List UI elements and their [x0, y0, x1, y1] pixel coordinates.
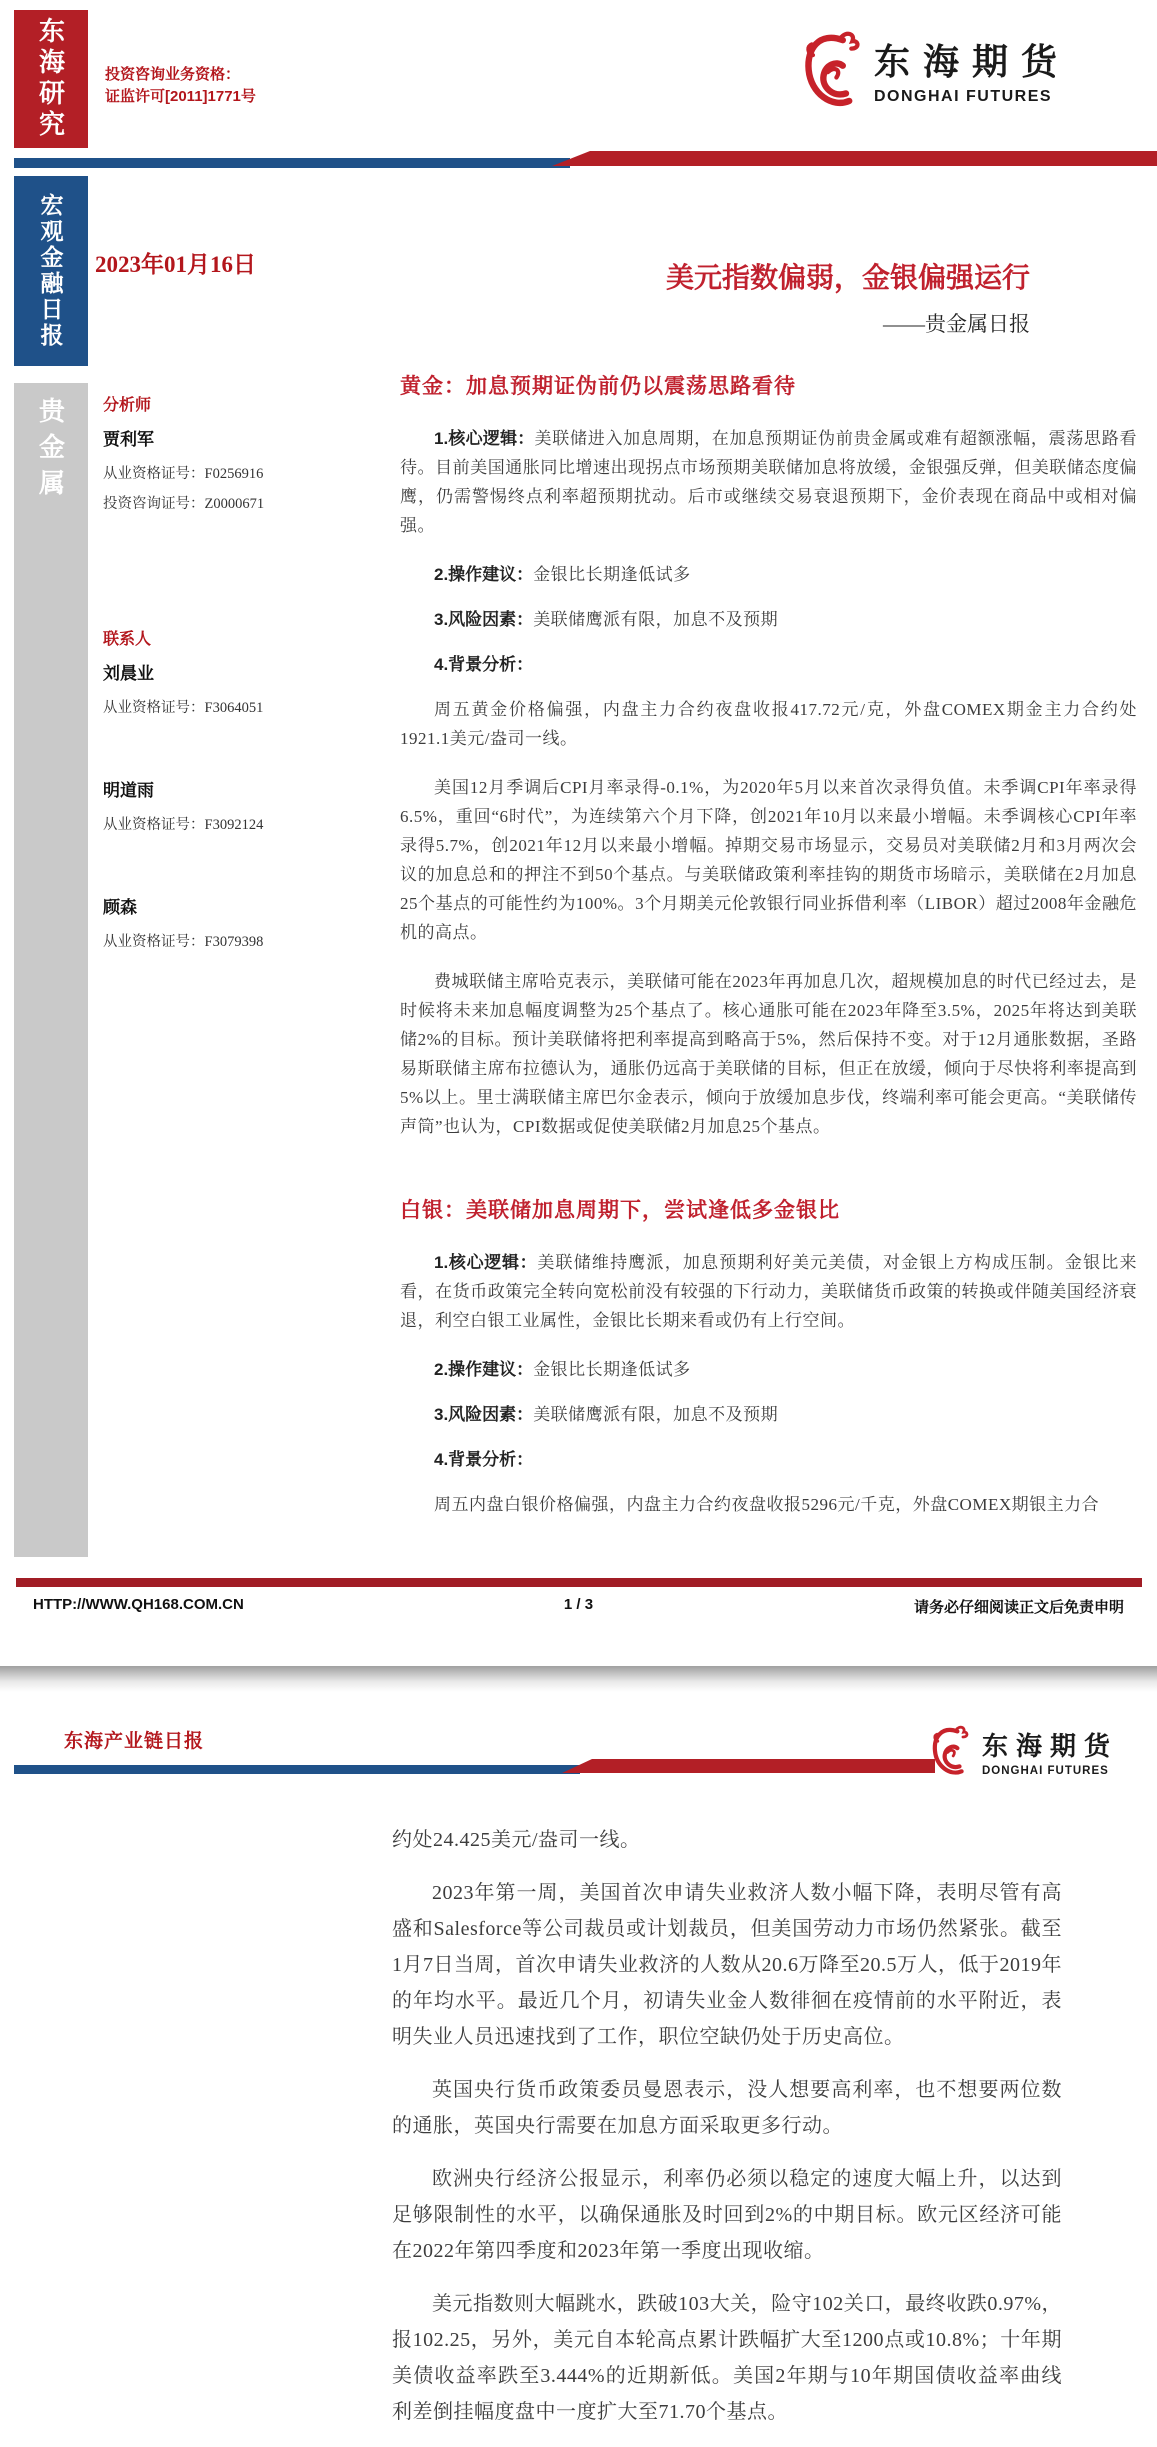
- footer-disclaimer: 请务必仔细阅读正文后免责申明: [913, 1599, 1124, 1616]
- analyst-label: 分析师: [103, 397, 152, 414]
- section-heading-silver: 白银：美联储加息周期下，尝试逢低多金银比: [400, 1199, 840, 1222]
- contact-cert: 从业资格证号：F3092124: [103, 817, 264, 833]
- page2-header-rule-blue: [14, 1765, 580, 1774]
- license-line1: 投资咨询业务资格：: [105, 66, 241, 83]
- sidebar-report-label: 宏观金融日报: [37, 193, 64, 349]
- paragraph: 3.风险因素：美联储鹰派有限，加息不及预期: [434, 610, 779, 629]
- paragraph: [400, 650, 1137, 679]
- paragraph-lead: 1.核心逻辑：: [434, 429, 535, 448]
- company-logo: [798, 24, 1070, 116]
- license-line2: 证监许可[2011]1771号: [105, 88, 256, 105]
- sidebar-category-label: 贵金属: [35, 397, 66, 505]
- report-body: [400, 372, 1137, 1539]
- header-rule-blue: [14, 158, 570, 168]
- page2-body: [392, 1822, 1062, 2447]
- page2-header-title: 东海产业链日报: [64, 1731, 205, 1752]
- footer-page-number: 1 / 3: [563, 1596, 594, 1613]
- paragraph-lead: 4.背景分析：: [434, 655, 534, 674]
- report-title: 美元指数偏弱，金银偏强运行: [665, 262, 1030, 293]
- title-block: [666, 256, 1030, 338]
- paragraph: 费城联储主席哈克表示，美联储可能在2023年再加息几次，超规模加息的时代已经过去，是时候将未来加息幅度调整为25个基点了。核心通胀可能在2023年降至3.5%，2025年将达到美联储2%的目标。预计美联储将把利率提高到略高于5%，然后保持不变。对于12月通胀数据，圣路易斯联储主席布拉德认为，通胀仍远高于美联储的目标，但正在放缓，倾向于尽快将利率提高到5%以上。里士满联储主席巴尔金表示，倾向于放缓加息步伐，终端利率可能会更高。“美联储传声筒”也认为，CPI数据或促使美联储2月加息25个基点。: [400, 972, 1137, 1136]
- paragraph: 美元指数则大幅跳水，跌破103大关，险守102关口，最终收跌0.97%，报102.25，另外，美元自本轮高点累计跌幅扩大至1200点或10.8%；十年期美债收益率跌至3.444%的近期新低。美国2年期与10年期国债收益率曲线利差倒挂幅度盘中一度扩大至71.70个基点。: [392, 2293, 1062, 2423]
- paragraph: 英国央行货币政策委员曼恩表示，没人想要高利率，也不想要两位数的通胀，英国央行需要在加息方面采取更多行动。: [392, 2079, 1062, 2137]
- paragraph: 2.操作建议：金银比长期逢低试多: [434, 1360, 691, 1379]
- paragraph: 欧洲央行经济公报显示，利率仍必须以稳定的速度大幅上升，以达到足够限制性的水平，以确保通胀及时回到2%的中期目标。欧元区经济可能在2022年第四季度和2023年第一季度出现收缩。: [392, 2168, 1062, 2262]
- sidebar-report-box: [14, 176, 88, 366]
- company-logo-page2: [928, 1716, 1118, 1786]
- analyst-column: [103, 392, 313, 952]
- paragraph-lead: 1.核心逻辑：: [434, 1253, 538, 1272]
- sidebar-research-label: 东海研究: [35, 17, 66, 141]
- page-divider: [0, 1666, 1157, 1692]
- analyst-cert-2: 投资咨询证号：Z0000671: [103, 496, 265, 512]
- footer-rule: [16, 1578, 1142, 1587]
- logo-en-label: DONGHAI FUTURES: [874, 88, 1053, 105]
- sidebar-research-box: [14, 10, 88, 148]
- paragraph: 2023年第一周，美国首次申请失业救济人数小幅下降，表明尽管有高盛和Salesforce等公司裁员或计划裁员，但美国劳动力市场仍然紧张。截至1月7日当周，首次申请失业救济的人数从20.6万降至20.5万人，低于2019年的年均水平。最近几个月，初请失业金人数徘徊在疫情前的水平附近，表明失业人员迅速找到了工作，职位空缺仍处于历史高位。: [392, 1882, 1062, 2048]
- page2-header-rule-red: [562, 1759, 935, 1773]
- section-heading-gold: 黄金：加息预期证伪前仍以震荡思路看待: [400, 375, 796, 398]
- sidebar-category-box: [14, 383, 88, 1557]
- paragraph: 1.核心逻辑：美联储维持鹰派，加息预期利好美元美债，对金银上方构成压制。金银比来看，在货币政策完全转向宽松前没有较强的下行动力，美联储货币政策的转换或伴随美国经济衰退，利空白银工业属性，金银比长期来看或仍有上行空间。: [400, 1253, 1138, 1330]
- analyst-cert-1: 从业资格证号：F0256916: [103, 466, 264, 482]
- contact-name: 顾森: [103, 898, 137, 917]
- footer-url: HTTP://WWW.QH168.COM.CN: [33, 1596, 244, 1613]
- paragraph-lead: 2.操作建议：: [434, 565, 534, 584]
- dragon-icon: [798, 27, 862, 113]
- header-rule-red: [552, 151, 1157, 166]
- analyst-name: 贾利军: [103, 430, 154, 449]
- paragraph: [400, 1445, 1137, 1474]
- footer: [0, 1596, 1157, 1620]
- contact-cert: 从业资格证号：F3079398: [103, 934, 264, 950]
- logo-cn-label: 东海期货: [982, 1730, 1119, 1761]
- contact-cert: 从业资格证号：F3064051: [103, 700, 264, 716]
- paragraph-lead: 2.操作建议：: [434, 1360, 534, 1379]
- logo-text: [982, 1726, 1118, 1777]
- contact-name: 刘晨业: [103, 664, 154, 683]
- paragraph-lead: 3.风险因素：: [434, 610, 534, 629]
- dragon-icon: [928, 1722, 970, 1780]
- license-block: [105, 64, 256, 108]
- contact-label: 联系人: [103, 631, 152, 648]
- paragraph: 周五黄金价格偏强，内盘主力合约夜盘收报417.72元/克，外盘COMEX期金主力合约处1921.1美元/盎司一线。: [400, 700, 1137, 748]
- paragraph-lead: 4.背景分析：: [434, 1450, 534, 1469]
- paragraph: 美国12月季调后CPI月率录得-0.1%，为2020年5月以来首次录得负值。未季调CPI年率录得6.5%，重回“6时代”，为连续第六个月下降，创2021年10月以来最小增幅。未季调核心CPI年率录得5.7%，创2021年12月以来最小增幅。掉期交易市场显示，交易员对美联储2月和3月两次会议的加息总和的押注不到50个基点。与美联储政策利率挂钩的期货市场暗示，美联储在2月加息25个基点的可能性约为100%。3个月期美元伦敦银行同业拆借利率（LIBOR）超过2008年金融危机的高点。: [400, 778, 1137, 942]
- logo-cn-label: 东海期货: [874, 41, 1071, 82]
- report-date: 2023年01月16日: [95, 252, 256, 277]
- contact-name: 明道雨: [103, 781, 154, 800]
- paragraph: 2.操作建议：金银比长期逢低试多: [434, 565, 691, 584]
- paragraph-lead: 3.风险因素：: [434, 1405, 534, 1424]
- logo-en-label: DONGHAI FUTURES: [982, 1764, 1109, 1777]
- paragraph: 1.核心逻辑：美联储进入加息周期，在加息预期证伪前贵金属或难有超额涨幅，震荡思路看待。目前美国通胀同比增速出现拐点市场预期美联储加息将放缓，金银强反弹，但美联储态度偏鹰，仍需警惕终点利率超预期扰动。后市或继续交易衰退预期下，金价表现在商品中或相对偏强。: [400, 429, 1138, 535]
- logo-text: [874, 34, 1070, 106]
- paragraph: 约处24.425美元/盎司一线。: [392, 1829, 641, 1851]
- paragraph: 3.风险因素：美联储鹰派有限，加息不及预期: [434, 1405, 779, 1424]
- paragraph: 周五内盘白银价格偏强，内盘主力合约夜盘收报5296元/千克，外盘COMEX期银主力合: [434, 1495, 1100, 1514]
- report-subtitle: ——贵金属日报: [883, 312, 1030, 336]
